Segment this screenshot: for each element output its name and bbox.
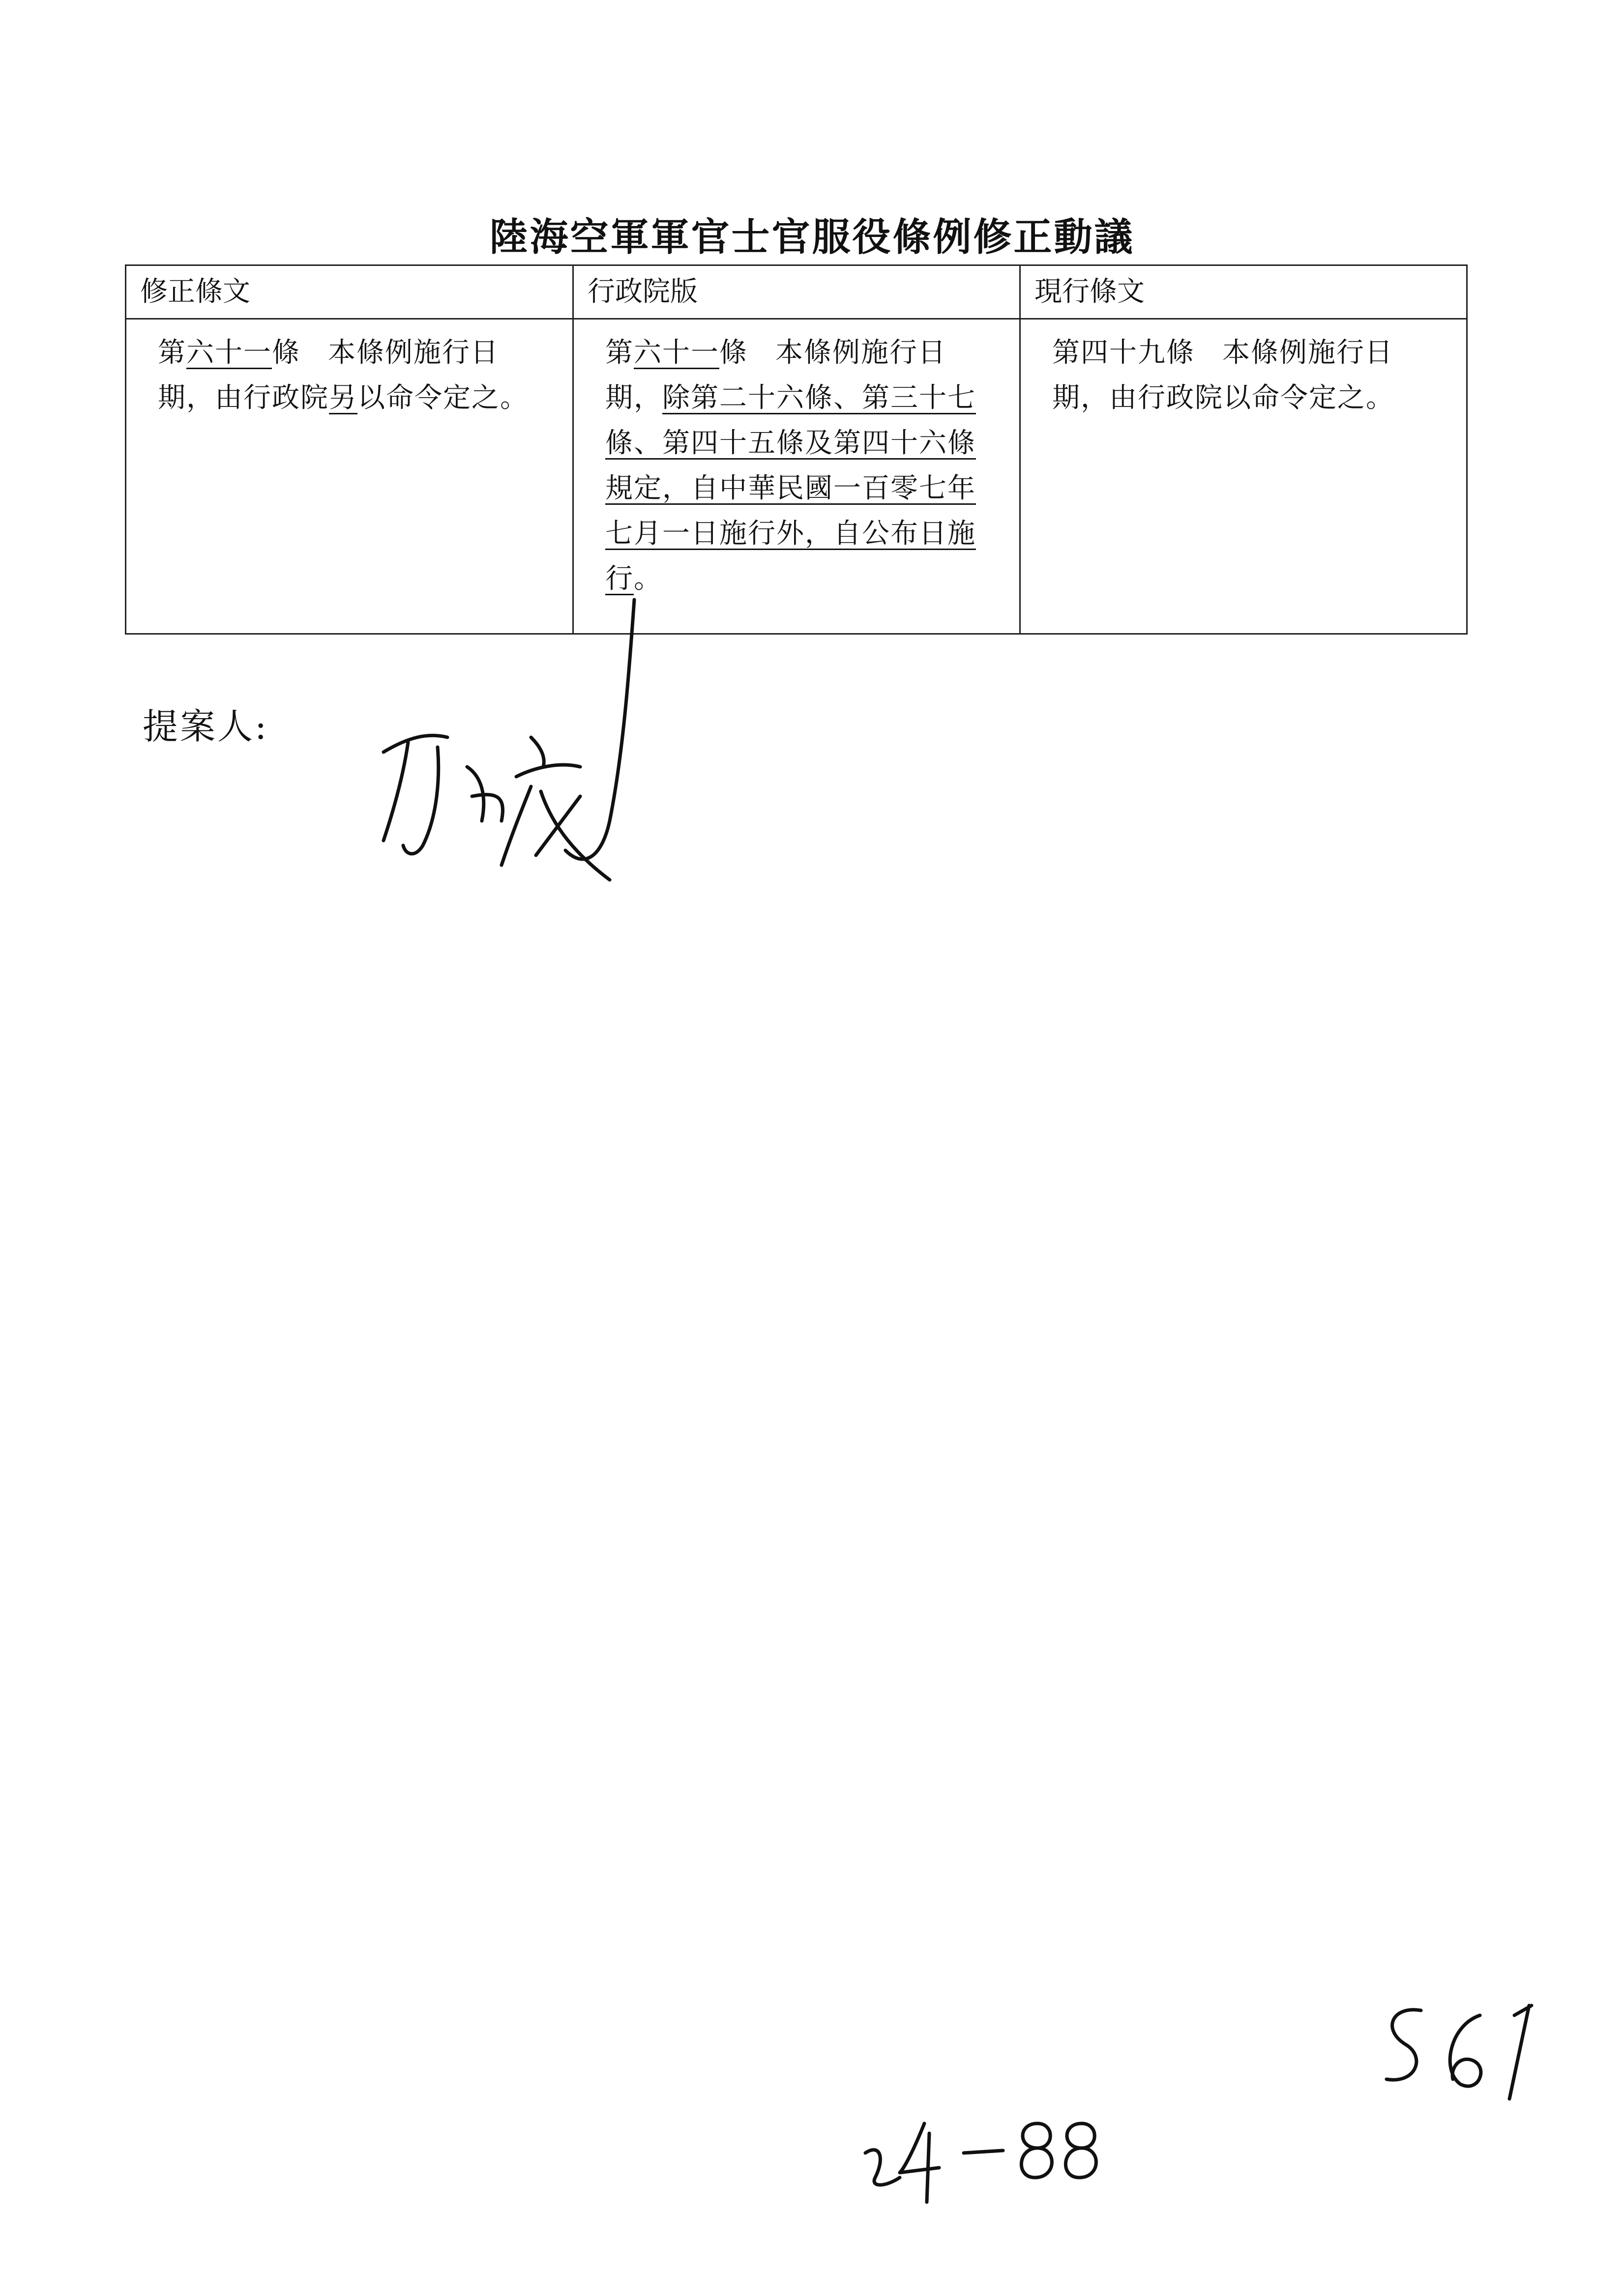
article-number-prefix: 第 [605, 337, 634, 369]
cell-amended [126, 319, 573, 634]
article-number-prefix: 第 [158, 337, 186, 369]
proposer-label: 提案人: [143, 706, 269, 747]
article-number-suffix: 條 [719, 337, 748, 369]
handwritten-page-code [856, 2094, 1111, 2207]
article-number-suffix: 條 [272, 337, 300, 369]
article-number-changed: 六十一 [186, 337, 272, 369]
handwritten-page-number [1362, 1996, 1549, 2114]
article-text: 本條例施行日期，由行政院以命令定之。 [1052, 337, 1394, 414]
article-current [1052, 330, 1447, 421]
header-executive: 行政院版 [573, 265, 1020, 319]
article-text-changed: 另 [329, 382, 357, 414]
article-number: 第四十九條 [1052, 337, 1195, 369]
table-row [126, 319, 1467, 634]
article-text-before: 本條例施行日期， [605, 337, 946, 414]
table-header-row [126, 265, 1467, 319]
article-text-before: 本條例施行日期，由行政院 [158, 337, 499, 414]
document-title: 陸海空軍軍官士官服役條例修正動議 [489, 215, 1135, 260]
article-text-changed: 除第二十六條、第三十七條、第四十五條及第四十六條規定，自中華民國一百零七年七月一日施行外，自公布日施行 [605, 382, 976, 595]
article-number-changed: 六十一 [634, 337, 719, 369]
comparison-table [125, 264, 1468, 635]
cell-current [1020, 319, 1467, 634]
article-amended [158, 330, 553, 421]
header-amended: 修正條文 [126, 265, 573, 319]
article-text-after: 。 [634, 563, 662, 595]
proposer-signature [354, 590, 649, 895]
article-text-after: 以命令定之。 [357, 382, 529, 414]
header-current: 現行條文 [1020, 265, 1467, 319]
cell-executive [573, 319, 1020, 634]
article-executive [605, 330, 1000, 602]
